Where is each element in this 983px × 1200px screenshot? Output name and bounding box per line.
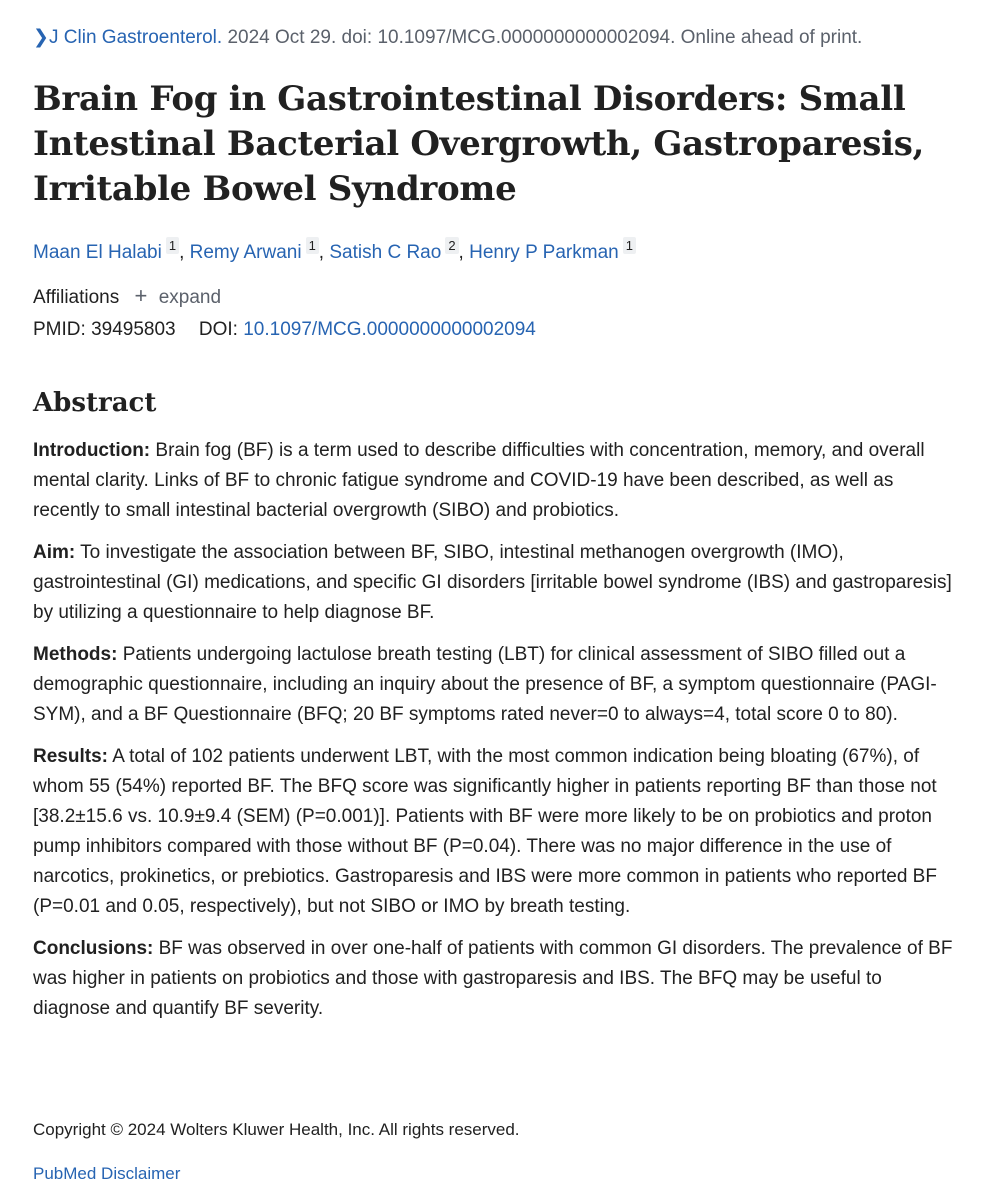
abstract-section-conclusions xyxy=(33,934,953,1024)
doi-link[interactable]: 10.1097/MCG.0000000000002094 xyxy=(243,319,536,340)
abstract-heading: Abstract xyxy=(33,388,157,418)
abstract-section-results xyxy=(33,742,953,922)
section-text: BF was observed in over one-half of patients with common GI disorders. The prevalence of BF was higher in patients on probiotics and those with gastroparesis and IBS. The BFQ may be useful to diagnose and quantify BF severity. xyxy=(33,938,953,1019)
author-list: Maan El Halabi $^1$ , Remy Arwani $^1$ , Satish C Rao $^2$ , Henry P Parkman $^1$ xyxy=(33,237,636,266)
article-title: Brain Fog in Gastrointestinal Disorders: Small Intestinal Bacterial Overgrowth, Gastroparesis, Irritable Bowel Syndrome xyxy=(33,79,925,209)
author-link[interactable]: Remy Arwani xyxy=(189,242,302,263)
section-label: Conclusions: xyxy=(33,938,154,959)
affiliation-ref[interactable]: 2 xyxy=(445,237,458,254)
affiliation-ref[interactable]: 1 xyxy=(306,237,319,254)
expand-label: expand xyxy=(158,287,222,308)
citation-line xyxy=(33,26,862,50)
section-text: A total of 102 patients underwent LBT, with the most common indication being bloating (67%), of whom 55 (54%) reported BF. The BFQ score was significantly higher in patients reporting BF than those not [38.2±15.6 vs. 10.9±9.4 (SEM) (P=0.001)]. Patients with BF were more likely to be on probiotics and proton pump inhibitors compared with those without BF (P=0.04). There was no major difference in the use of narcotics, prokinetics, or prebiotics. Gastroparesis and IBS were more common in patients who reported BF (P=0.01 and 0.05, respectively), but not SIBO or IMO by breath testing. xyxy=(33,746,937,917)
section-text: Brain fog (BF) is a term used to describe difficulties with concentration, memory, and overall mental clarity. Links of BF to chronic fatigue syndrome and COVID-19 have been described, as well as recently to small intestinal bacterial overgrowth (SIBO) and probiotics. xyxy=(33,440,925,521)
affiliations-label: Affiliations xyxy=(33,287,120,308)
section-label: Aim: xyxy=(33,542,76,563)
doi-label: DOI: xyxy=(198,319,238,340)
pmid-label: PMID: xyxy=(33,319,86,340)
section-text: To investigate the association between BF, SIBO, intestinal methanogen overgrowth (IMO), gastrointestinal (GI) medications, and specific GI disorders [irritable bowel syndrome (IBS) and gastroparesis] by utilizing a questionnaire to help diagnose BF. xyxy=(33,542,952,623)
abstract-body xyxy=(33,436,953,1036)
affiliations-toggle[interactable] xyxy=(33,284,221,310)
affiliation-ref[interactable]: 1 xyxy=(623,237,636,254)
abstract-section-aim xyxy=(33,538,953,628)
author-link[interactable]: Henry P Parkman xyxy=(469,242,619,263)
copyright-notice: Copyright © 2024 Wolters Kluwer Health, Inc. All rights reserved. xyxy=(33,1120,520,1139)
section-label: Methods: xyxy=(33,644,118,665)
section-label: Results: xyxy=(33,746,108,767)
chevron-right-icon[interactable]: ❯ xyxy=(33,27,49,48)
identifiers xyxy=(33,318,536,342)
pubmed-disclaimer-link[interactable]: PubMed Disclaimer xyxy=(33,1164,181,1183)
pmid-value: 39495803 xyxy=(91,319,176,340)
section-text: Patients undergoing lactulose breath testing (LBT) for clinical assessment of SIBO filled out a demographic questionnaire, including an inquiry about the presence of BF, a symptom questionnaire (PAGI-SYM), and a BF Questionnaire (BFQ; 20 BF symptoms rated never=0 to always=4, total score 0 to 80). xyxy=(33,644,937,725)
author-link[interactable]: Maan El Halabi xyxy=(33,242,162,263)
author-link[interactable]: Satish C Rao xyxy=(329,242,442,263)
abstract-section-methods xyxy=(33,640,953,730)
abstract-section-introduction xyxy=(33,436,953,526)
citation-details: 2024 Oct 29. doi: 10.1097/MCG.0000000000002094. Online ahead of print. xyxy=(227,27,863,48)
section-label: Introduction: xyxy=(33,440,151,461)
affiliation-ref[interactable]: 1 xyxy=(166,237,179,254)
journal-link[interactable]: J Clin Gastroenterol. xyxy=(49,27,223,48)
plus-icon: + xyxy=(134,283,148,308)
